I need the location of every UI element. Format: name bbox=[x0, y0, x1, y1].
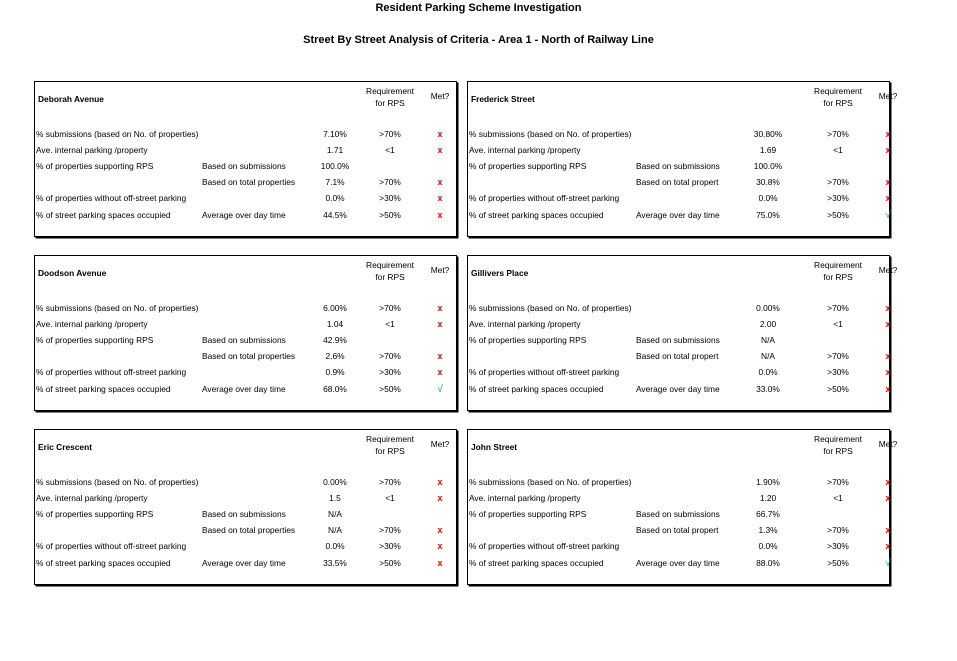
street-name: Deborah Avenue bbox=[38, 94, 104, 104]
criteria-value: 2.6% bbox=[325, 351, 345, 361]
criteria-row bbox=[468, 493, 889, 507]
criteria-sublabel: Based on submissions bbox=[636, 509, 720, 519]
criteria-label: Ave. internal parking /property bbox=[36, 493, 148, 503]
criteria-label: % submissions (based on No. of properties) bbox=[469, 303, 632, 313]
criteria-label: % submissions (based on No. of properties) bbox=[36, 303, 199, 313]
met-cross-icon: x bbox=[885, 525, 891, 535]
criteria-requirement: >50% bbox=[827, 210, 849, 220]
met-cross-icon: x bbox=[437, 193, 443, 203]
criteria-row bbox=[35, 384, 456, 398]
criteria-value: 6.00% bbox=[323, 303, 347, 313]
criteria-label: Ave. internal parking /property bbox=[36, 145, 148, 155]
met-header: Met? bbox=[878, 91, 898, 101]
met-cross-icon: x bbox=[885, 384, 891, 394]
criteria-sublabel: Average over day time bbox=[636, 558, 720, 568]
criteria-row bbox=[468, 384, 889, 398]
criteria-label: % of properties without off-street parking bbox=[469, 541, 620, 551]
criteria-requirement: >70% bbox=[827, 525, 849, 535]
criteria-value: 1.69 bbox=[759, 145, 777, 155]
criteria-label: % submissions (based on No. of properties) bbox=[36, 129, 199, 139]
criteria-row bbox=[468, 177, 889, 191]
street-name: Gillivers Place bbox=[471, 268, 529, 278]
met-cross-icon: x bbox=[885, 145, 891, 155]
criteria-row bbox=[35, 319, 456, 333]
criteria-requirement: >50% bbox=[379, 210, 401, 220]
criteria-value: 0.9% bbox=[325, 367, 345, 377]
criteria-requirement: >70% bbox=[827, 129, 849, 139]
criteria-sublabel: Based on total propert bbox=[636, 177, 719, 187]
criteria-requirement: >30% bbox=[827, 193, 849, 203]
criteria-row bbox=[35, 493, 456, 507]
street-panel bbox=[34, 255, 457, 411]
criteria-row bbox=[468, 210, 889, 224]
criteria-value: 88.0% bbox=[756, 558, 780, 568]
criteria-row bbox=[35, 351, 456, 365]
criteria-requirement: <1 bbox=[833, 145, 843, 155]
criteria-sublabel: Based on submissions bbox=[202, 509, 286, 519]
met-tick-icon: √ bbox=[885, 210, 891, 221]
criteria-label: % of street parking spaces occupied bbox=[36, 558, 171, 568]
criteria-row bbox=[468, 193, 889, 207]
criteria-row bbox=[35, 335, 456, 349]
met-cross-icon: x bbox=[437, 145, 443, 155]
criteria-label: % of street parking spaces occupied bbox=[469, 384, 604, 394]
criteria-requirement: >30% bbox=[379, 541, 401, 551]
criteria-requirement: >70% bbox=[827, 351, 849, 361]
criteria-row bbox=[35, 303, 456, 317]
criteria-label: % of properties without off-street parking bbox=[469, 193, 620, 203]
met-cross-icon: x bbox=[885, 129, 891, 139]
criteria-sublabel: Average over day time bbox=[636, 210, 720, 220]
criteria-sublabel: Based on submissions bbox=[202, 335, 286, 345]
street-panel bbox=[34, 81, 457, 237]
street-panel bbox=[467, 81, 898, 237]
criteria-value: N/A bbox=[761, 335, 775, 345]
met-header: Met? bbox=[430, 91, 450, 101]
street-panel bbox=[467, 255, 898, 411]
criteria-value: 33.5% bbox=[323, 558, 347, 568]
criteria-row bbox=[468, 477, 889, 491]
criteria-label: % of properties supporting RPS bbox=[469, 509, 587, 519]
criteria-label: Ave. internal parking /property bbox=[469, 145, 581, 155]
met-cross-icon: x bbox=[437, 303, 443, 313]
criteria-sublabel: Based on submissions bbox=[636, 335, 720, 345]
criteria-row bbox=[468, 558, 889, 572]
criteria-label: % of properties supporting RPS bbox=[469, 161, 587, 171]
met-cross-icon: x bbox=[885, 303, 891, 313]
criteria-row bbox=[468, 145, 889, 159]
page-title: Resident Parking Scheme Investigation bbox=[375, 2, 582, 14]
criteria-value: 100.0% bbox=[320, 161, 350, 171]
requirement-header: Requirement for RPS bbox=[366, 260, 414, 282]
criteria-row bbox=[468, 335, 889, 349]
met-cross-icon: x bbox=[885, 319, 891, 329]
criteria-row bbox=[35, 367, 456, 381]
street-panel bbox=[467, 429, 898, 585]
criteria-requirement: >70% bbox=[827, 303, 849, 313]
criteria-sublabel: Based on submissions bbox=[202, 161, 286, 171]
criteria-value: 30.80% bbox=[753, 129, 783, 139]
criteria-value: 1.04 bbox=[326, 319, 344, 329]
criteria-value: 100.0% bbox=[753, 161, 783, 171]
requirement-header: Requirement for RPS bbox=[366, 434, 414, 456]
criteria-row bbox=[35, 210, 456, 224]
met-cross-icon: x bbox=[885, 541, 891, 551]
met-header: Met? bbox=[878, 265, 898, 275]
criteria-value: 0.0% bbox=[758, 193, 778, 203]
met-tick-icon: √ bbox=[885, 558, 891, 569]
criteria-requirement: >50% bbox=[379, 384, 401, 394]
met-cross-icon: x bbox=[885, 177, 891, 187]
criteria-row bbox=[35, 541, 456, 555]
criteria-label: % of properties supporting RPS bbox=[36, 509, 154, 519]
met-header: Met? bbox=[878, 439, 898, 449]
criteria-label: % of properties supporting RPS bbox=[36, 335, 154, 345]
criteria-row bbox=[468, 509, 889, 523]
criteria-row bbox=[35, 177, 456, 191]
met-cross-icon: x bbox=[885, 351, 891, 361]
street-name: Frederick Street bbox=[471, 94, 535, 104]
criteria-label: % of street parking spaces occupied bbox=[36, 210, 171, 220]
criteria-value: 42.9% bbox=[323, 335, 347, 345]
criteria-sublabel: Based on total propert bbox=[636, 351, 719, 361]
criteria-row bbox=[35, 509, 456, 523]
criteria-requirement: >30% bbox=[827, 541, 849, 551]
criteria-value: N/A bbox=[328, 509, 342, 519]
met-cross-icon: x bbox=[437, 367, 443, 377]
criteria-requirement: <1 bbox=[385, 145, 395, 155]
met-cross-icon: x bbox=[885, 367, 891, 377]
criteria-requirement: >70% bbox=[379, 525, 401, 535]
criteria-sublabel: Based on total properties bbox=[202, 525, 296, 535]
criteria-label: % of properties without off-street parking bbox=[36, 193, 187, 203]
criteria-requirement: >70% bbox=[379, 351, 401, 361]
criteria-value: 0.00% bbox=[323, 477, 347, 487]
requirement-header: Requirement for RPS bbox=[814, 434, 862, 456]
criteria-row bbox=[35, 145, 456, 159]
criteria-sublabel: Based on total propert bbox=[636, 525, 719, 535]
met-cross-icon: x bbox=[885, 477, 891, 487]
street-name: Eric Crescent bbox=[38, 442, 92, 452]
criteria-sublabel: Average over day time bbox=[202, 210, 286, 220]
criteria-row bbox=[468, 129, 889, 143]
criteria-label: % of properties without off-street parking bbox=[469, 367, 620, 377]
criteria-row bbox=[35, 129, 456, 143]
criteria-value: 0.00% bbox=[756, 303, 780, 313]
criteria-requirement: <1 bbox=[833, 493, 843, 503]
criteria-value: N/A bbox=[328, 525, 342, 535]
met-cross-icon: x bbox=[437, 493, 443, 503]
met-cross-icon: x bbox=[437, 477, 443, 487]
criteria-value: 7.10% bbox=[323, 129, 347, 139]
met-cross-icon: x bbox=[437, 129, 443, 139]
criteria-requirement: <1 bbox=[385, 319, 395, 329]
criteria-requirement: >50% bbox=[379, 558, 401, 568]
met-cross-icon: x bbox=[437, 351, 443, 361]
criteria-label: % of properties without off-street parking bbox=[36, 367, 187, 377]
criteria-label: % of street parking spaces occupied bbox=[469, 558, 604, 568]
criteria-value: N/A bbox=[761, 351, 775, 361]
met-header: Met? bbox=[430, 439, 450, 449]
criteria-requirement: >50% bbox=[827, 384, 849, 394]
criteria-value: 33.0% bbox=[756, 384, 780, 394]
criteria-value: 44.5% bbox=[323, 210, 347, 220]
page-subtitle: Street By Street Analysis of Criteria - Area 1 - North of Railway Line bbox=[303, 34, 654, 46]
met-cross-icon: x bbox=[437, 177, 443, 187]
met-cross-icon: x bbox=[437, 525, 443, 535]
criteria-row bbox=[35, 525, 456, 539]
criteria-value: 1.90% bbox=[756, 477, 780, 487]
met-tick-icon: √ bbox=[437, 384, 443, 395]
criteria-value: 2.00 bbox=[759, 319, 777, 329]
criteria-sublabel: Average over day time bbox=[202, 384, 286, 394]
criteria-row bbox=[468, 367, 889, 381]
criteria-requirement: >50% bbox=[827, 558, 849, 568]
met-header: Met? bbox=[430, 265, 450, 275]
criteria-value: 0.0% bbox=[325, 193, 345, 203]
criteria-value: 66.7% bbox=[756, 509, 780, 519]
criteria-label: % submissions (based on No. of properties) bbox=[469, 477, 632, 487]
street-name: Doodson Avenue bbox=[38, 268, 107, 278]
criteria-value: 7.1% bbox=[325, 177, 345, 187]
criteria-label: % of properties supporting RPS bbox=[469, 335, 587, 345]
criteria-row bbox=[468, 351, 889, 365]
criteria-value: 1.3% bbox=[758, 525, 778, 535]
street-panel bbox=[34, 429, 457, 585]
criteria-label: Ave. internal parking /property bbox=[469, 493, 581, 503]
street-name: John Street bbox=[471, 442, 518, 452]
criteria-value: 68.0% bbox=[323, 384, 347, 394]
met-cross-icon: x bbox=[437, 210, 443, 220]
criteria-requirement: >70% bbox=[379, 177, 401, 187]
met-cross-icon: x bbox=[437, 319, 443, 329]
criteria-requirement: >70% bbox=[827, 477, 849, 487]
criteria-requirement: <1 bbox=[385, 493, 395, 503]
criteria-label: % of street parking spaces occupied bbox=[36, 384, 171, 394]
criteria-value: 1.5 bbox=[329, 493, 341, 503]
criteria-requirement: >70% bbox=[379, 477, 401, 487]
criteria-sublabel: Average over day time bbox=[202, 558, 286, 568]
criteria-label: Ave. internal parking /property bbox=[469, 319, 581, 329]
criteria-row bbox=[35, 161, 456, 175]
criteria-value: 1.20 bbox=[759, 493, 777, 503]
criteria-sublabel: Based on total properties bbox=[202, 351, 296, 361]
criteria-label: % of properties supporting RPS bbox=[36, 161, 154, 171]
criteria-row bbox=[468, 525, 889, 539]
criteria-value: 1.71 bbox=[326, 145, 344, 155]
criteria-label: % of street parking spaces occupied bbox=[469, 210, 604, 220]
criteria-value: 0.0% bbox=[758, 541, 778, 551]
criteria-sublabel: Based on submissions bbox=[636, 161, 720, 171]
requirement-header: Requirement for RPS bbox=[814, 260, 862, 282]
criteria-label: % submissions (based on No. of properties) bbox=[469, 129, 632, 139]
criteria-requirement: >30% bbox=[827, 367, 849, 377]
met-cross-icon: x bbox=[885, 193, 891, 203]
criteria-requirement: >30% bbox=[379, 367, 401, 377]
criteria-value: 0.0% bbox=[325, 541, 345, 551]
criteria-requirement: >70% bbox=[827, 177, 849, 187]
criteria-value: 0.0% bbox=[758, 367, 778, 377]
met-cross-icon: x bbox=[437, 558, 443, 568]
criteria-sublabel: Based on total properties bbox=[202, 177, 296, 187]
criteria-requirement: >70% bbox=[379, 303, 401, 313]
requirement-header: Requirement for RPS bbox=[814, 86, 862, 108]
met-cross-icon: x bbox=[437, 541, 443, 551]
criteria-row bbox=[35, 477, 456, 491]
criteria-row bbox=[468, 541, 889, 555]
criteria-label: % submissions (based on No. of properties) bbox=[36, 477, 199, 487]
met-cross-icon: x bbox=[885, 493, 891, 503]
criteria-label: % of properties without off-street parking bbox=[36, 541, 187, 551]
criteria-row bbox=[35, 558, 456, 572]
requirement-header: Requirement for RPS bbox=[366, 86, 414, 108]
criteria-label: Ave. internal parking /property bbox=[36, 319, 148, 329]
criteria-requirement: <1 bbox=[833, 319, 843, 329]
criteria-value: 75.0% bbox=[756, 210, 780, 220]
criteria-value: 30.8% bbox=[756, 177, 780, 187]
criteria-row bbox=[468, 303, 889, 317]
criteria-sublabel: Average over day time bbox=[636, 384, 720, 394]
criteria-row bbox=[468, 161, 889, 175]
criteria-row bbox=[35, 193, 456, 207]
criteria-requirement: >70% bbox=[379, 129, 401, 139]
criteria-requirement: >30% bbox=[379, 193, 401, 203]
criteria-row bbox=[468, 319, 889, 333]
